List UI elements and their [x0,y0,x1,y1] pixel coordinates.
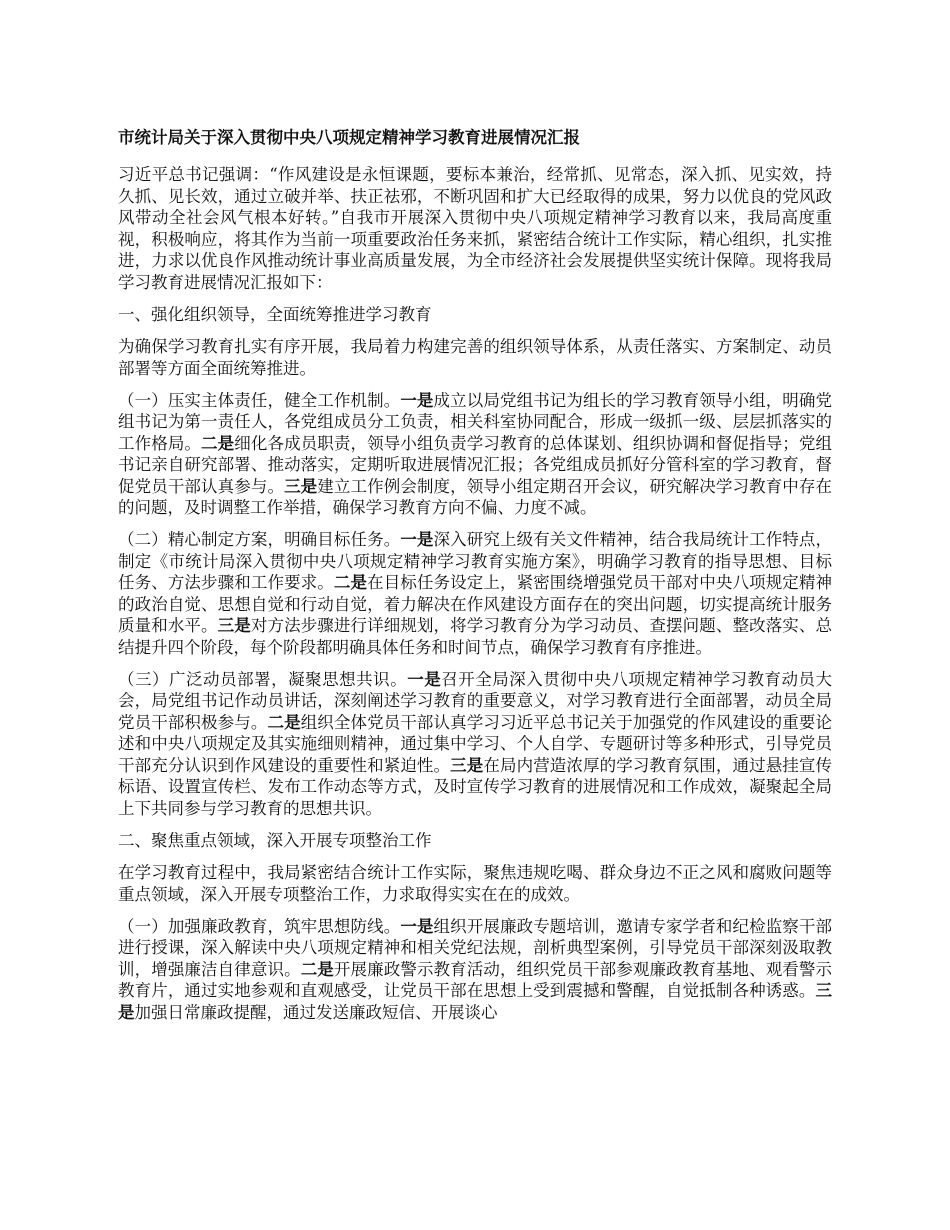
item-marker: 二是 [333,573,368,592]
section2-item1-paragraph [118,916,832,1024]
document-title: 市统计局关于深入贯彻中央八项规定精神学习教育进展情况汇报 [118,128,580,147]
section2-heading: 二、聚焦重点领域，深入开展专项整治工作 [118,830,432,850]
item-marker: 二是 [300,959,334,979]
item-marker: 一是 [407,669,442,689]
item-title: （二）精心制定方案，明确目标任务。 [118,530,401,549]
item-text: 建立工作例会制度，领导小组定期召开会议，研究解决学习教育中存在的问题，及时调整工作举措，确保学习教育方向不偏、力度不减。 [118,476,833,517]
item-marker: 二是 [201,433,235,453]
item-marker: 一是 [400,530,434,549]
item-text: 细化各成员职责，领导小组负责学习教育的总体谋划、组织协调和督促指导；党组书记亲自研究部署、推动落实，定期听取进展情况汇报；各党组成员抓好分管科室的学习教育，督促党员干部认真参与。 [118,433,833,496]
item-text: 召开全局深入贯彻中央八项规定精神学习教育动员大会，局党组书记作动员讲话，深刻阐述学习教育的重要意义，对学习教育进行全面部署，动员全局党员干部积极参与。 [118,669,833,732]
item-text: 组织全体党员干部认真学习习近平总书记关于加强党的作风建设的重要论述和中央八项规定及其实施细则精神，通过集中学习、个人自学、专题研讨等多种形式，引导党员干部充分认识到作风建设的重要性和紧迫性。 [118,712,833,775]
item-marker: 三是 [118,981,832,1022]
item-text: 对方法步骤进行详细规划，将学习教育分为学习动员、查摆问题、整改落实、总结提升四个阶段，每个阶段都明确具体任务和时间节点，确保学习教育有序推进。 [118,616,833,657]
intro-paragraph: 习近平总书记强调：“作风建设是永恒课题，要标本兼治，经常抓、见常态，深入抓、见实效，持久抓、见长效，通过立破并举、扶正祛邪，不断巩固和扩大已经取得的成果，努力以优良的党风政风带动全社会风气根本好转。”自我市开展深入贯彻中央八项规定精神学习教育以来，我局高度重视，积极响应，将其作为当前一项重要政治任务来抓，紧密结合统计工作实际，精心组织，扎实推进，力求以优良作风推动统计事业高质量发展，为全市经济社会发展提供坚实统计保障。现将我局学习教育进展情况汇报如下： [118,165,832,292]
section1-item1-paragraph [118,390,832,519]
section2-lead: 在学习教育过程中，我局紧密结合统计工作实际，聚焦违规吃喝、群众身边不正之风和腐败问题等重点领域，深入开展专项整治工作，力求取得实实在在的成效。 [118,863,832,904]
section1-lead: 为确保学习教育扎实有序开展，我局着力构建完善的组织领导体系，从责任落实、方案制定、动员部署等方面全面统筹推进。 [118,337,832,378]
section1-item2-paragraph [118,529,832,658]
item-title: （一）加强廉政教育，筑牢思想防线。 [118,916,401,936]
item-text: 在目标任务设定上，紧密围绕增强党员干部对中央八项规定精神的政治自觉、思想自觉和行动自觉，着力解决在作风建设方面存在的突出问题，切实提高统计服务质量和水平。 [118,573,833,635]
item-marker: 三是 [450,755,484,775]
item-text: 加强日常廉政提醒，通过发送廉政短信、开展谈心 [134,1002,498,1022]
item-text: 深入研究上级有关文件精神，结合我局统计工作特点，制定《市统计局深入贯彻中央八项规定精神学习教育实施方案》，明确学习教育的指导思想、目标任务、方法步骤和工作要求。 [118,530,833,592]
item-text: 组织开展廉政专题培训，邀请专家学者和纪检监察干部进行授课，深入解读中央八项规定精神和相关党纪法规，剖析典型案例，引导党员干部深刻汲取教训，增强廉洁自律意识。 [118,916,833,979]
section1-item3-paragraph [118,669,832,820]
item-title: （三）广泛动员部署，凝聚思想共识。 [118,669,408,689]
section1-heading: 一、强化组织领导，全面统筹推进学习教育 [118,304,432,324]
item-title: （一）压实主体责任，健全工作机制。 [118,390,401,410]
item-marker: 三是 [217,616,251,635]
item-marker: 一是 [400,916,434,936]
item-marker: 一是 [400,390,434,410]
item-text: 开展廉政警示教育活动，组织党员干部参观廉政教育基地、观看警示教育片，通过实地参观和直观感受，让党员干部在思想上受到震撼和警醒，自觉抵制各种诱惑。 [118,959,833,1000]
item-text: 成立以局党组书记为组长的学习教育领导小组，明确党组书记为第一责任人，各党组成员分工负责，相关科室协同配合，形成一级抓一级、层层抓落实的工作格局。 [118,390,833,453]
item-marker: 二是 [267,712,301,732]
item-text: 在局内营造浓厚的学习教育氛围，通过悬挂宣传标语、设置宣传栏、发布工作动态等方式，及时宣传学习教育的进展情况和工作成效，凝聚起全局上下共同参与学习教育的思想共识。 [118,755,833,818]
item-marker: 三是 [284,476,318,496]
